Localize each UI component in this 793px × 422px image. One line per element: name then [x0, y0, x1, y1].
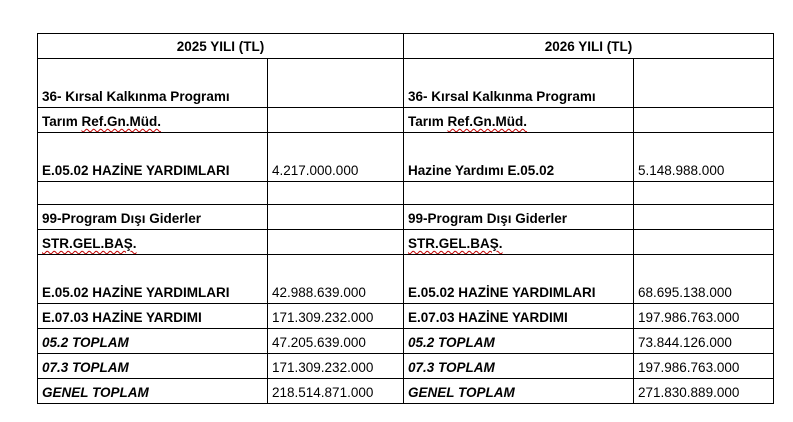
table-row-total-052: [38, 329, 774, 354]
spellcheck-marked-text: STR.GEL.BAŞ.: [42, 236, 137, 251]
cell-left-value: 171.309.232.000: [268, 304, 404, 329]
table-row-program: [38, 59, 774, 108]
cell-left-value: 4.217.000.000: [268, 133, 404, 182]
spellcheck-marked-text: STR.GEL.BAŞ.: [408, 236, 503, 251]
cell-right-label: 05.2 TOPLAM: [404, 329, 634, 354]
cell-right-label: 07.3 TOPLAM: [404, 354, 634, 379]
table-row-directorate: [38, 108, 774, 133]
cell-left-value: 218.514.871.000: [268, 379, 404, 404]
cell-left-label: E.05.02 HAZİNE YARDIMLARI: [38, 133, 268, 182]
cell-left-value: [268, 182, 404, 205]
table-row-grand-total: [38, 379, 774, 404]
cell-left-label: [38, 108, 268, 133]
cell-right-label: 99-Program Dışı Giderler: [404, 205, 634, 230]
cell-left-value: [268, 108, 404, 133]
cell-left-label: E.05.02 HAZİNE YARDIMLARI: [38, 255, 268, 304]
cell-right-value: 197.986.763.000: [634, 354, 774, 379]
cell-right-value: [634, 182, 774, 205]
table-row-treasury-aid: [38, 133, 774, 182]
table-row-strgel: [38, 230, 774, 255]
header-2025: 2025 YILI (TL): [38, 34, 404, 59]
cell-right-label: [404, 182, 634, 205]
table-row-total-073: [38, 354, 774, 379]
cell-left-label: 99-Program Dışı Giderler: [38, 205, 268, 230]
cell-right-value: 73.844.126.000: [634, 329, 774, 354]
cell-right-value: 68.695.138.000: [634, 255, 774, 304]
cell-left-label: 07.3 TOPLAM: [38, 354, 268, 379]
cell-right-label: E.07.03 HAZİNE YARDIMI: [404, 304, 634, 329]
cell-right-value: 5.148.988.000: [634, 133, 774, 182]
spellcheck-marked-text: Ref.Gn.Müd.: [81, 114, 162, 129]
header-2026: 2026 YILI (TL): [404, 34, 774, 59]
table-row-treasury-aids: [38, 255, 774, 304]
budget-table: [37, 33, 774, 404]
table-row-nonprogram: [38, 205, 774, 230]
cell-right-value: 271.830.889.000: [634, 379, 774, 404]
cell-right-label: [404, 108, 634, 133]
cell-left-value: 171.309.232.000: [268, 354, 404, 379]
cell-left-label: 05.2 TOPLAM: [38, 329, 268, 354]
cell-left-value: [268, 205, 404, 230]
table-row-empty: [38, 182, 774, 205]
table-row-e0703: [38, 304, 774, 329]
cell-right-value: [634, 108, 774, 133]
cell-right-label: [404, 230, 634, 255]
cell-right-value: 197.986.763.000: [634, 304, 774, 329]
cell-right-value: [634, 230, 774, 255]
cell-left-label: E.07.03 HAZİNE YARDIMI: [38, 304, 268, 329]
label-prefix: Tarım: [42, 114, 82, 129]
cell-right-value: [634, 205, 774, 230]
spellcheck-marked-text: Ref.Gn.Müd.: [447, 114, 528, 129]
cell-right-label: E.05.02 HAZİNE YARDIMLARI: [404, 255, 634, 304]
cell-left-label: [38, 230, 268, 255]
cell-right-label: 36- Kırsal Kalkınma Programı: [404, 59, 634, 108]
cell-left-label: [38, 182, 268, 205]
cell-left-label: 36- Kırsal Kalkınma Programı: [38, 59, 268, 108]
cell-right-label: GENEL TOPLAM: [404, 379, 634, 404]
cell-left-value: [268, 59, 404, 108]
header-row: [38, 34, 774, 59]
cell-left-label: GENEL TOPLAM: [38, 379, 268, 404]
cell-left-value: [268, 230, 404, 255]
cell-right-label: Hazine Yardımı E.05.02: [404, 133, 634, 182]
cell-left-value: 47.205.639.000: [268, 329, 404, 354]
label-prefix: Tarım: [408, 114, 448, 129]
cell-left-value: 42.988.639.000: [268, 255, 404, 304]
cell-right-value: [634, 59, 774, 108]
